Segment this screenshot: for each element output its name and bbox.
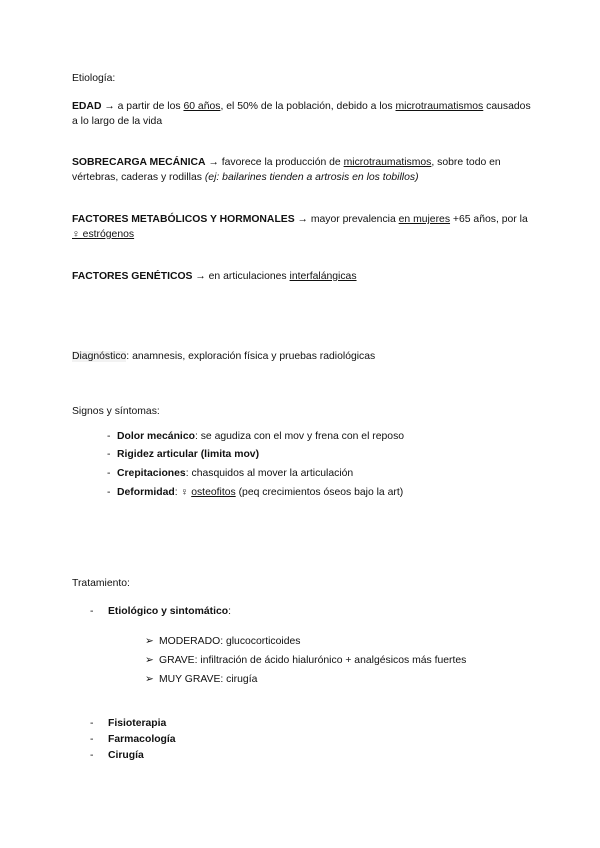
age-text: 60 años (183, 101, 221, 112)
edad-paragraph: EDAD → a partir de los 60 años, el 50% de la población, debido a los microtraumatismos causados a lo largo de la vida (72, 101, 531, 127)
list-item: - Rigidez articular (limita mov) (107, 449, 260, 460)
dash-bullet: - (107, 431, 111, 442)
arrow-icon: → (104, 101, 115, 112)
list-item: - Deformidad: ♀ osteofitos (peq crecimientos óseos bajo la art) (107, 487, 404, 498)
metabolicos-label: FACTORES METABÓLICOS Y HORMONALES (72, 214, 295, 225)
sobrecarga-label: SOBRECARGA MECÁNICA (72, 157, 206, 168)
interfalangicas-text: interfalángicas (289, 271, 357, 282)
dash-bullet: - (107, 449, 111, 460)
geneticos-paragraph: FACTORES GENÉTICOS → en articulaciones interfalángicas (72, 271, 357, 282)
arrowhead-bullet-icon: ➢ (145, 636, 154, 647)
dash-bullet: - (90, 606, 94, 617)
list-item: - Crepitaciones: chasquidos al mover la articulación (107, 468, 354, 479)
sub-list-item: ➢ MUY GRAVE: cirugía (145, 674, 258, 685)
sub-list-item: ➢ GRAVE: infiltración de ácido hialurónico + analgésicos más fuertes (145, 655, 467, 666)
arrowhead-bullet-icon: ➢ (145, 655, 154, 666)
arrow-icon: → (208, 157, 219, 168)
dash-bullet: - (90, 734, 94, 745)
geneticos-label: FACTORES GENÉTICOS (72, 271, 193, 282)
estrogenos-text: ♀ estrógenos (72, 229, 135, 240)
sub-list-item: ➢ MODERADO: glucocorticoides (145, 636, 301, 647)
arrow-icon: → (297, 214, 308, 225)
list-item: - Cirugía (90, 750, 144, 761)
diagnostico-label: Diagnóstico (72, 351, 127, 362)
arrow-icon: → (195, 271, 206, 282)
arrowhead-bullet-icon: ➢ (145, 674, 154, 685)
signos-heading: Signos y síntomas: (72, 406, 160, 417)
women-text: en mujeres (398, 214, 451, 225)
list-item: - Dolor mecánico: se agudiza con el mov y frena con el reposo (107, 431, 405, 442)
metabolicos-paragraph: FACTORES METABÓLICOS Y HORMONALES → mayor prevalencia en mujeres +65 años, por la ♀ estrógenos (72, 214, 528, 240)
osteofitos-text: osteofitos (191, 487, 236, 498)
dash-bullet: - (90, 750, 94, 761)
diagnostico-paragraph: Diagnóstico: anamnesis, exploración física y pruebas radiológicas (72, 351, 376, 362)
sobrecarga-paragraph: SOBRECARGA MECÁNICA → favorece la producción de microtraumatismos, sobre todo en vértebras, caderas y rodillas (ej: bailarines tienden a artrosis en los tobillos) (72, 157, 501, 183)
edad-label: EDAD (72, 101, 102, 112)
dash-bullet: - (107, 487, 111, 498)
etiologia-heading: Etiología: (72, 73, 116, 84)
dash-bullet: - (90, 718, 94, 729)
female-symbol-icon: ♀ (180, 487, 189, 498)
tratamiento-heading: Tratamiento: (72, 578, 130, 589)
list-item: - Fisioterapia (90, 718, 167, 729)
list-item: - Etiológico y sintomático: (90, 606, 231, 617)
example-text: (ej: bailarines tienden a artrosis en los tobillos) (204, 172, 419, 183)
microtraumatismos-text: microtraumatismos (395, 101, 484, 112)
list-item: - Farmacología (90, 734, 176, 745)
microtraumatismos-text: microtraumatismos (343, 157, 432, 168)
dash-bullet: - (107, 468, 111, 479)
